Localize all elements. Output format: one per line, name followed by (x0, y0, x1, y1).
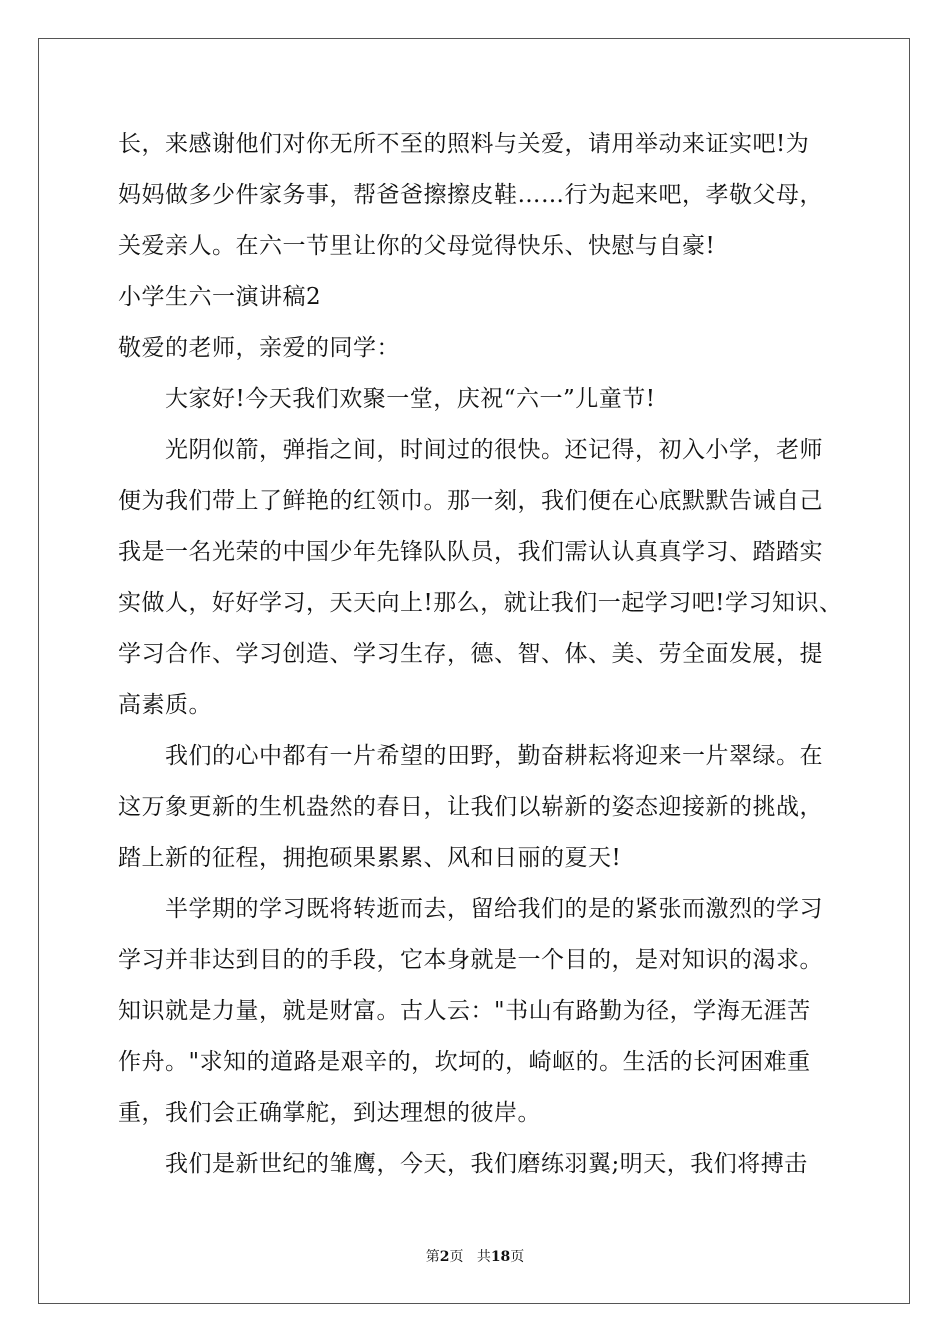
total-suffix: 页 (510, 1249, 525, 1265)
text-line: 知识就是力量，就是财富。古人云："书山有路勤为径，学海无涯苦 (118, 998, 811, 1024)
text-line: 关爱亲人。在六一节里让你的父母觉得快乐、快慰与自豪! (118, 233, 716, 259)
page-number: 2 (439, 1249, 450, 1265)
paragraph-start: 大家好!今天我们欢聚一堂，庆祝“六一”儿童节! (165, 386, 656, 412)
text-line: 便为我们带上了鲜艳的红领巾。那一刻，我们便在心底默默告诫自己 (118, 488, 823, 514)
text-line: 妈妈做多少件家务事，帮爸爸擦擦皮鞋……行为起来吧，孝敬父母， (118, 182, 823, 208)
page-prefix: 第 (425, 1249, 440, 1265)
text-line: 我是一名光荣的中国少年先锋队队员，我们需认认真真学习、踏踏实 (118, 539, 823, 565)
text-line: 作舟。"求知的道路是艰辛的，坎坷的，崎岖的。生活的长河困难重 (118, 1049, 811, 1075)
page-footer (0, 1246, 950, 1266)
text-line: 学习并非达到目的的手段，它本身就是一个目的，是对知识的渴求。 (118, 947, 823, 973)
paragraph-start: 半学期的学习既将转逝而去，留给我们的是的紧张而激烈的学习 (165, 896, 823, 922)
page-suffix: 页 (449, 1249, 464, 1265)
total-prefix: 共 (476, 1249, 491, 1265)
text-line: 学习合作、学习创造、学习生存，德、智、体、美、劳全面发展，提 (118, 641, 823, 667)
text-line: 实做人，好好学习，天天向上!那么，就让我们一起学习吧!学习知识、 (118, 590, 843, 616)
text-line: 这万象更新的生机盎然的春日，让我们以崭新的姿态迎接新的挑战， (118, 794, 823, 820)
text-line: 长，来感谢他们对你无所不至的照料与关爱，请用举动来证实吧!为 (118, 131, 810, 157)
text-line: 高素质。 (118, 692, 212, 718)
paragraph-start: 我们是新世纪的雏鹰，今天，我们磨练羽翼;明天，我们将搏击 (165, 1151, 808, 1177)
paragraph-start: 光阴似箭，弹指之间，时间过的很快。还记得，初入小学，老师 (165, 437, 823, 463)
text-line: 踏上新的征程，拥抱硕果累累、风和日丽的夏天! (118, 845, 622, 871)
salutation: 敬爱的老师，亲爱的同学： (118, 335, 400, 361)
total-pages: 18 (490, 1249, 511, 1265)
section-title: 小学生六一演讲稿2 (118, 284, 322, 310)
text-line: 重，我们会正确掌舵，到达理想的彼岸。 (118, 1100, 541, 1126)
paragraph-start: 我们的心中都有一片希望的田野，勤奋耕耘将迎来一片翠绿。在 (165, 743, 823, 769)
